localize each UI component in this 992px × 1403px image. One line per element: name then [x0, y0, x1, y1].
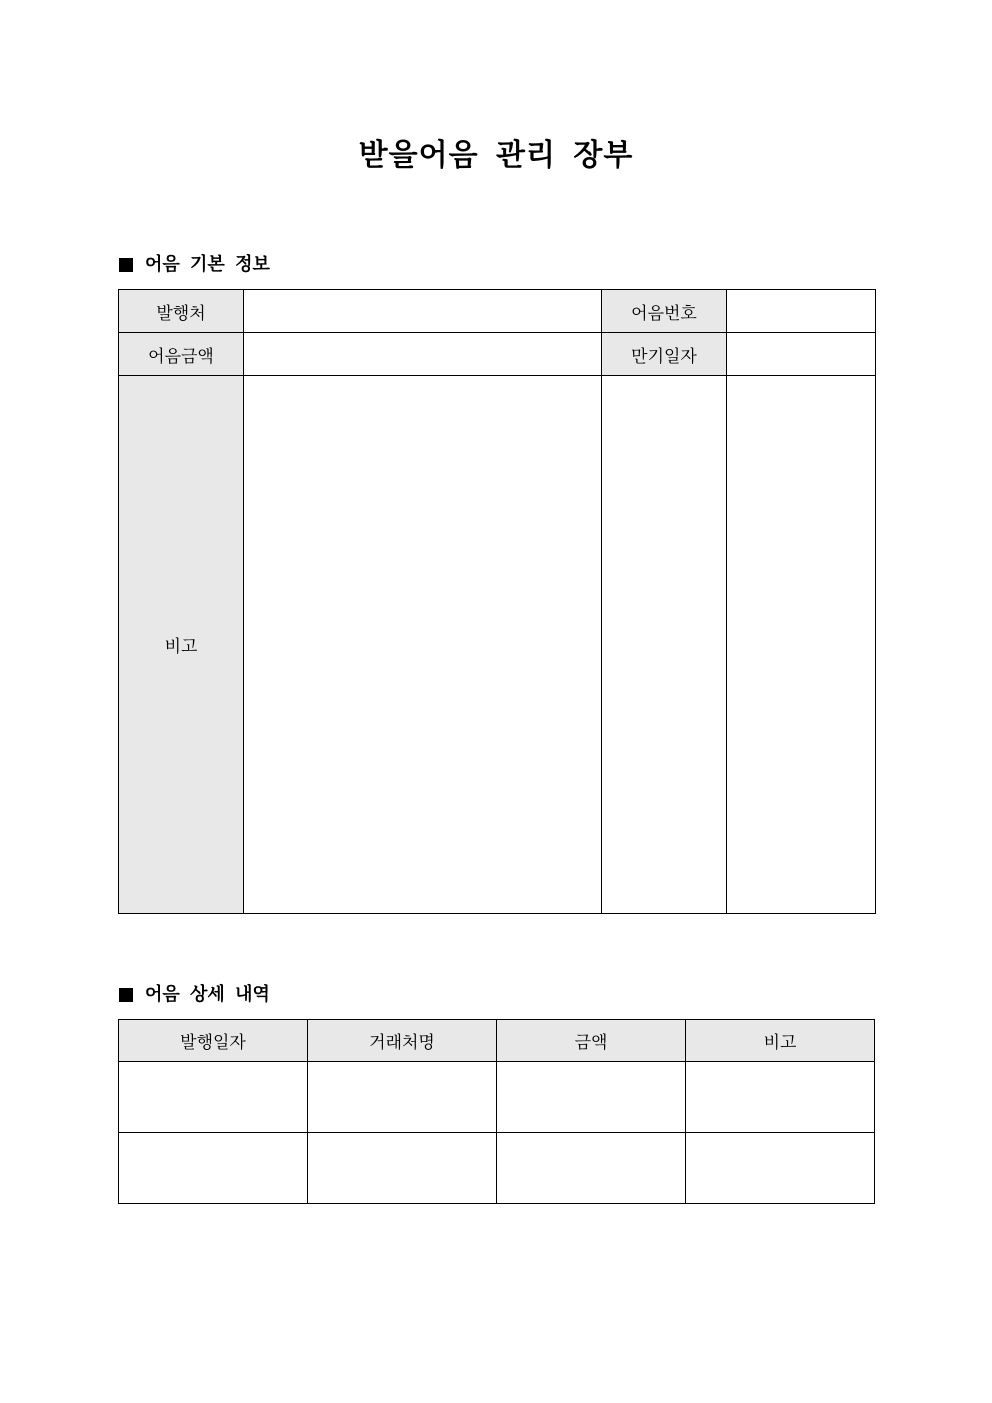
- section-heading-basic-info: [119, 253, 270, 277]
- remarks-field[interactable]: [244, 376, 602, 914]
- table-row: [119, 1133, 875, 1204]
- client-name-cell[interactable]: [308, 1133, 497, 1204]
- note-amount-label: 어음금액: [119, 333, 244, 376]
- table-row: [119, 290, 876, 333]
- blank-cell[interactable]: [602, 376, 727, 914]
- section-heading-label: 어음 기본 정보: [145, 254, 270, 275]
- issuer-label: 발행처: [119, 290, 244, 333]
- issuer-field[interactable]: [244, 290, 602, 333]
- column-header-amount: 금액: [497, 1020, 686, 1062]
- page-title: 받을어음 관리 장부: [358, 138, 634, 173]
- section-heading-label: 어음 상세 내역: [145, 984, 270, 1005]
- blank-cell[interactable]: [727, 376, 876, 914]
- amount-cell[interactable]: [497, 1133, 686, 1204]
- column-header-issue-date: 발행일자: [119, 1020, 308, 1062]
- column-header-client-name: 거래처명: [308, 1020, 497, 1062]
- due-date-field[interactable]: [727, 333, 876, 376]
- remarks-label: 비고: [119, 376, 244, 914]
- table-row: [119, 333, 876, 376]
- due-date-label: 만기일자: [602, 333, 727, 376]
- note-number-field[interactable]: [727, 290, 876, 333]
- issue-date-cell[interactable]: [119, 1133, 308, 1204]
- remarks-cell[interactable]: [686, 1133, 875, 1204]
- note-amount-field[interactable]: [244, 333, 602, 376]
- table-header-row: [119, 1020, 875, 1062]
- table-row: [119, 376, 876, 914]
- issue-date-cell[interactable]: [119, 1062, 308, 1133]
- client-name-cell[interactable]: [308, 1062, 497, 1133]
- remarks-cell[interactable]: [686, 1062, 875, 1133]
- section-heading-detail: [119, 983, 270, 1007]
- detail-table: [118, 1019, 875, 1204]
- square-bullet-icon: [119, 258, 133, 272]
- basic-info-table: [118, 289, 876, 914]
- note-number-label: 어음번호: [602, 290, 727, 333]
- table-row: [119, 1062, 875, 1133]
- column-header-remarks: 비고: [686, 1020, 875, 1062]
- square-bullet-icon: [119, 988, 133, 1002]
- amount-cell[interactable]: [497, 1062, 686, 1133]
